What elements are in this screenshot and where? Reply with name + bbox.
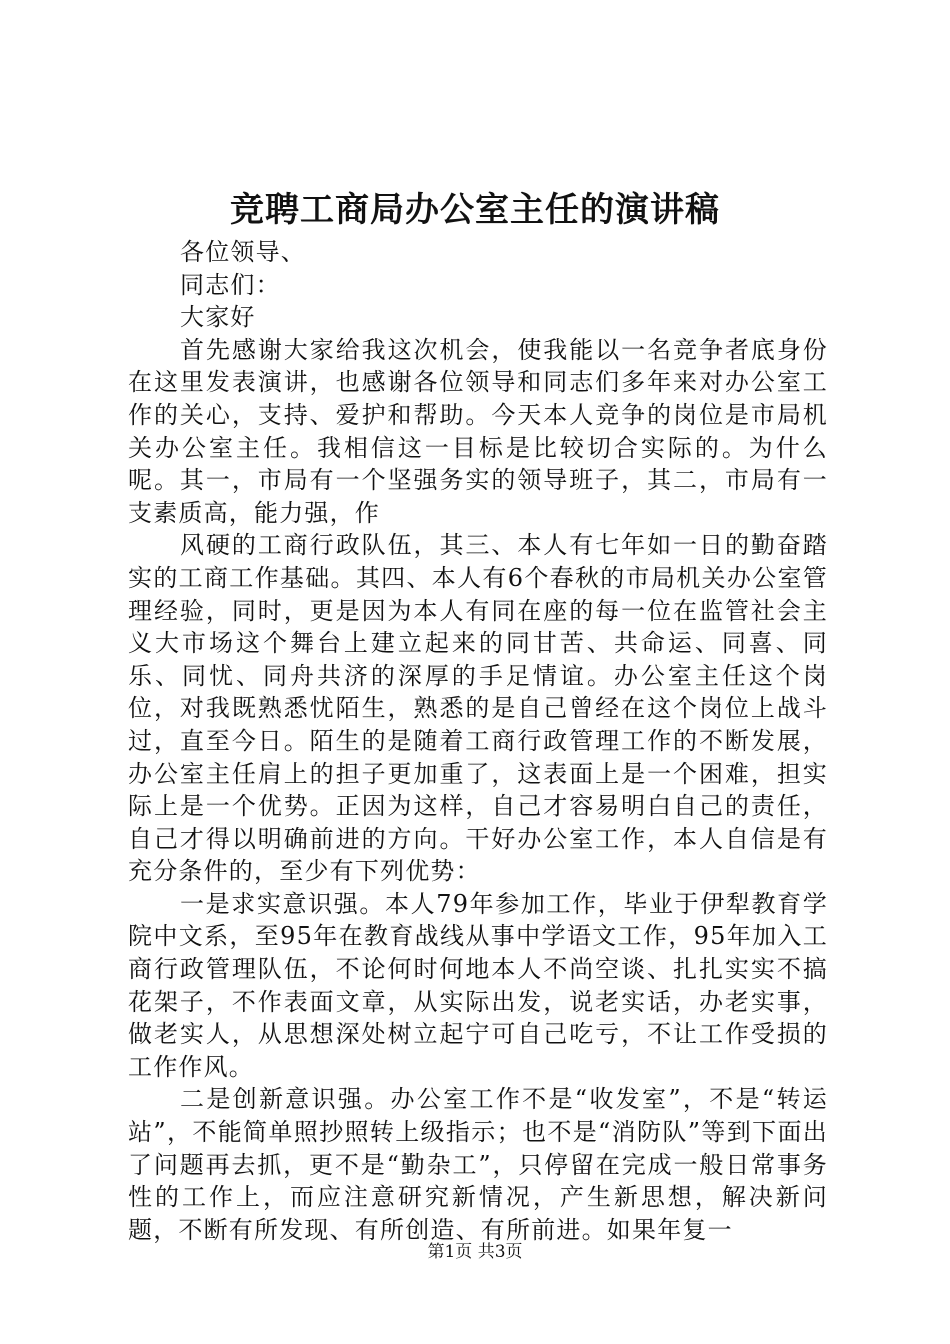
salutation-comrades: 同志们： [180, 270, 281, 299]
document-body [128, 236, 828, 1246]
salutation-leaders: 各位领导、 [180, 238, 306, 266]
paragraph-practical-awareness: 一是求实意识强。本人79年参加工作，毕业于伊犁教育学院中文系，至95年在教育战线从事中学语文工作，95年加入工商行政管理队伍，不论何时何地本人不尚空谈、扎扎实实不搞花架子，不作表面文章，从实际出发，说老实话，办老实事，做老实人，从思想深处树立起宁可自己吃亏，不让工作受损的工作作风。 [128, 889, 828, 1081]
paragraph-innovation-awareness: 二是创新意识强。办公室工作不是“收发室”，不是“转运站”，不能简单照抄照转上级指示；也不是“消防队”等到下面出了问题再去抓，更不是“勤杂工”，只停留在完成一般日常事务性的工作上，而应注意研究新情况，产生新思想，解决新问题，不断有所发现、有所创造、有所前进。如果年复一 [128, 1085, 828, 1244]
salutation-greeting: 大家好 [180, 303, 256, 332]
paragraph-opening: 首先感谢大家给我这次机会，使我能以一名竞争者底身份在这里发表演讲，也感谢各位领导和同志们多年来对办公室工作的关心，支持、爱护和帮助。今天本人竞争的岗位是市局机关办公室主任。我相信这一目标是比较切合实际的。为什么呢。其一，市局有一个坚强务实的领导班子，其二，市局有一支素质高，能力强，作 [128, 335, 828, 527]
paragraph-qualifications: 风硬的工商行政队伍，其三、本人有七年如一日的勤奋踏实的工商工作基础。其四、本人有6个春秋的市局机关办公室管理经验，同时，更是因为本人有同在座的每一位在监管社会主义大市场这个舞台上建立起来的同甘苦、共命运、同喜、同乐、同忧、同舟共济的深厚的手足情谊。办公室主任这个岗位，对我既熟悉忧陌生，熟悉的是自己曾经在这个岗位上战斗过，直至今日。陌生的是随着工商行政管理工作的不断发展，办公室主任肩上的担子更加重了，这表面上是一个困难，担实际上是一个优势。正因为这样，自己才容易明白自己的责任，自己才得以明确前进的方向。干好办公室工作，本人自信是有充分条件的，至少有下列优势： [128, 531, 828, 886]
page-footer: 第1页 共3页 [427, 1242, 523, 1262]
document-title: 竞聘工商局办公室主任的演讲稿 [230, 190, 720, 230]
